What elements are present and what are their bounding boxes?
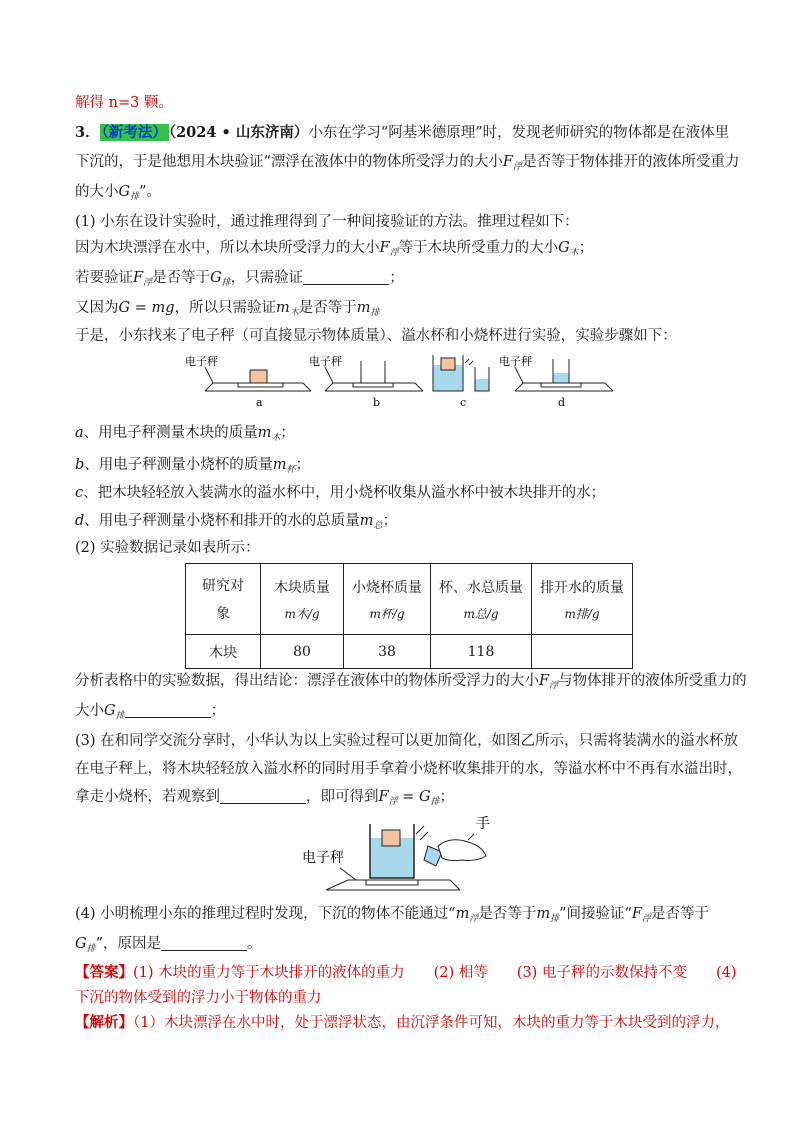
part3-l3a: 拿走小烧杯，若观察到	[75, 789, 220, 805]
part1-line-5: 于是，小东找来了电子秤（可直接显示物体质量）、溢水杯和小烧杯进行实验，实验步骤如下：	[75, 328, 677, 344]
answer-blank-3[interactable]	[220, 789, 306, 804]
table-cell: 80	[261, 635, 344, 669]
part1-l4d: 是否等于	[298, 300, 357, 316]
step-text: 、用电子秤测量木块的质量	[83, 425, 258, 441]
symbol-g-displaced: $G_排$	[210, 270, 231, 288]
answer-line-1	[75, 963, 736, 983]
symbol-g-displaced: $G_排$	[104, 703, 125, 721]
part4-line-1	[75, 904, 709, 929]
part1-l3c: ，只需验证	[230, 270, 304, 286]
figure-panel-d	[499, 354, 613, 409]
step-letter: c	[75, 485, 84, 501]
symbol-g-displaced: $G_排$	[75, 936, 96, 954]
hand-icon	[438, 840, 486, 861]
symbol-f-buoyancy: $F_浮$	[539, 673, 559, 691]
answer-blank-2[interactable]	[125, 703, 211, 718]
table-cell: 38	[344, 635, 431, 669]
table-cell: 木块	[186, 635, 261, 669]
panel-label-c: c	[460, 396, 467, 409]
part1-line-4	[75, 298, 380, 323]
part1-l3d: ；	[389, 270, 404, 286]
table-cell: 118	[431, 635, 532, 669]
part3-line-3	[75, 787, 454, 812]
answer-blank-4[interactable]	[161, 936, 247, 951]
answer-label: 【答案】	[75, 964, 133, 981]
symbol-f-buoyancy: $F_浮$	[379, 240, 399, 258]
small-beaker	[361, 361, 385, 383]
part1-l3b: 是否等于	[152, 270, 211, 286]
analysis-label: 【解析】	[75, 1014, 133, 1031]
step-letter: a	[75, 425, 84, 441]
panel-label-d: d	[558, 396, 566, 409]
data-table	[185, 563, 633, 669]
formula-g-mg: G = mg	[118, 300, 175, 316]
part2-conclusion-2	[75, 701, 225, 726]
experiment-figure-1	[183, 353, 618, 411]
table-header-cell: 杯、水总质量 m总/g	[431, 564, 532, 635]
step-letter: b	[75, 457, 85, 473]
conclusion-text-d: ；	[210, 703, 226, 719]
wood-block	[441, 358, 455, 370]
step-text: 、用电子秤测量小烧杯的质量	[84, 457, 273, 473]
symbol-m-wood: $m_木$	[275, 300, 299, 318]
table-header-cell: 研究对 象	[186, 564, 261, 635]
answer-line-2: 下沉的物体受到的浮力小于物体的重力	[75, 990, 322, 1006]
hand-label: 手	[476, 816, 490, 832]
answer-blank-1[interactable]	[303, 270, 389, 285]
step-letter: d	[75, 513, 85, 529]
answer-text-1: (1) 木块的重力等于木块排开的液体的重力 (2) 相等 (3) 电子秤的示数保持不变 (4)	[133, 965, 737, 981]
part4-l2b: 。	[247, 936, 262, 952]
part2-conclusion-1	[75, 671, 747, 696]
step-text: 、用电子秤测量小烧杯和排开的水的总质量	[84, 513, 360, 529]
symbol-m-wood: $m_木$	[257, 425, 281, 443]
figure-panel-a	[185, 354, 311, 409]
part1-l2a: 因为木块漂浮在水中，所以木块所受浮力的大小	[75, 240, 380, 256]
symbol-m-displaced: $m_排$	[356, 300, 380, 318]
question-source: （2024 • 山东济南）	[168, 124, 309, 141]
step-end: ；	[382, 513, 398, 529]
scale-label: 电子秤	[309, 355, 342, 368]
symbol-m-displaced: $m_排$	[536, 906, 560, 924]
part4-line-2	[75, 934, 262, 959]
question-text-1: 小东在学习“阿基米德原理”时，发现老师研究的物体都是在液体里	[308, 125, 730, 141]
conclusion-text-a: 分析表格中的实验数据，得出结论：漂浮在液体中的物体所受浮力的大小	[75, 673, 539, 689]
part1-line-2	[75, 238, 593, 263]
part1-l2c: ；	[578, 240, 594, 256]
symbol-f-buoyancy: $F_浮$	[631, 906, 651, 924]
panel-label-a: a	[256, 396, 263, 409]
scale-label: 电子秤	[499, 355, 532, 368]
question-text-3a: 的大小	[75, 184, 119, 200]
step-b	[75, 455, 310, 480]
step-c	[75, 483, 605, 503]
part1-l4a: 又因为	[75, 300, 119, 316]
question-text-2a: 下沉的，于是他想用木块验证“漂浮在液体中的物体所受浮力的大小	[75, 154, 503, 170]
step-end: ；	[280, 425, 295, 441]
experiment-figure-2	[300, 812, 500, 896]
table-header-cell: 小烧杯质量 m杯/g	[344, 564, 431, 635]
wood-block	[250, 370, 267, 383]
table-row	[186, 635, 633, 669]
formula-f-equals-g: $F_浮 = G_排$	[378, 789, 440, 807]
symbol-g-wood: $G_木$	[558, 240, 579, 258]
figure-panel-c	[433, 355, 489, 409]
part3-l3c: ；	[439, 789, 455, 805]
table-header-cell: 排开水的质量 m排/g	[532, 564, 633, 635]
part3-line-2: 在电子秤上，将木块轻轻放入溢水杯的同时用手拿着小烧杯收集排开的水，等溢水杯中不再有水溢出时，	[75, 761, 742, 777]
part4-l1b: 是否等于	[478, 906, 537, 922]
symbol-m-float: $m_浮$	[455, 906, 479, 924]
part4-l1c: ”间接验证“	[559, 906, 632, 922]
question-text-3b: ”。	[139, 184, 162, 200]
question-line-3	[75, 182, 161, 207]
part3-line-1: (3) 在和同学交流分享时，小华认为以上实验过程可以更加简化，如图乙所示，只需将装满水的溢水杯放	[75, 733, 739, 749]
part4-l1a: (4) 小明梳理小东的推理过程时发现，下沉的物体不能通过“	[75, 906, 456, 922]
question-text-2b: 是否等于物体排开的液体所受重力	[522, 154, 740, 170]
step-text: 、把木块轻轻放入装满水的溢水杯中，用小烧杯收集从溢水杯中被木块排开的水；	[83, 485, 606, 501]
table-header-row	[186, 564, 633, 635]
new-method-tag: （新考法）	[101, 124, 167, 141]
part1-l3a: 若要验证	[75, 270, 133, 286]
symbol-f-buoyancy: $F_浮$	[502, 154, 522, 172]
part4-l2a: ”，原因是	[95, 936, 162, 952]
part1-l4c: ，所以只需验证	[174, 300, 276, 316]
scale-label: 电子秤	[302, 850, 344, 866]
table-cell-empty[interactable]	[532, 635, 633, 669]
conclusion-text-b: 与物体排开的液体所受重力的	[558, 673, 747, 689]
panel-label-b: b	[373, 396, 381, 409]
part2-intro: (2) 实验数据记录如表所示：	[75, 540, 260, 556]
part3-l3b: ，即可得到	[306, 789, 379, 805]
step-d	[75, 511, 397, 536]
question-line-1	[75, 123, 729, 143]
step-a	[75, 423, 295, 448]
wood-block	[382, 830, 400, 846]
question-line-2	[75, 152, 740, 177]
symbol-g-displaced: $G_排$	[118, 184, 140, 202]
previous-answer-line: 解得 n=3 颗。	[75, 95, 173, 111]
analysis-text-1: （1）木块漂浮在水中时，处于漂浮状态，由沉浮条件可知，木块的重力等于木块受到的浮力，	[133, 1015, 730, 1031]
figure-panel-b	[309, 354, 423, 409]
part1-intro: (1) 小东在设计实验时，通过推理得到了一种间接验证的方法。推理过程如下：	[75, 214, 579, 230]
part1-l2b: 等于木块所受重力的大小	[398, 240, 559, 256]
scale-label: 电子秤	[185, 355, 218, 368]
conclusion-text-c: 大小	[75, 703, 104, 719]
symbol-m-total: $m_总$	[359, 513, 383, 531]
part1-line-3	[75, 268, 404, 293]
step-end: ；	[295, 457, 311, 473]
symbol-f-buoyancy: $F_浮$	[133, 270, 153, 288]
analysis-line-1	[75, 1013, 729, 1033]
symbol-m-cup: $m_杯$	[272, 457, 296, 475]
table-header-cell: 木块质量 m木/g	[261, 564, 344, 635]
part4-l1d: 是否等于	[651, 906, 709, 922]
question-number: 3．	[75, 124, 100, 141]
